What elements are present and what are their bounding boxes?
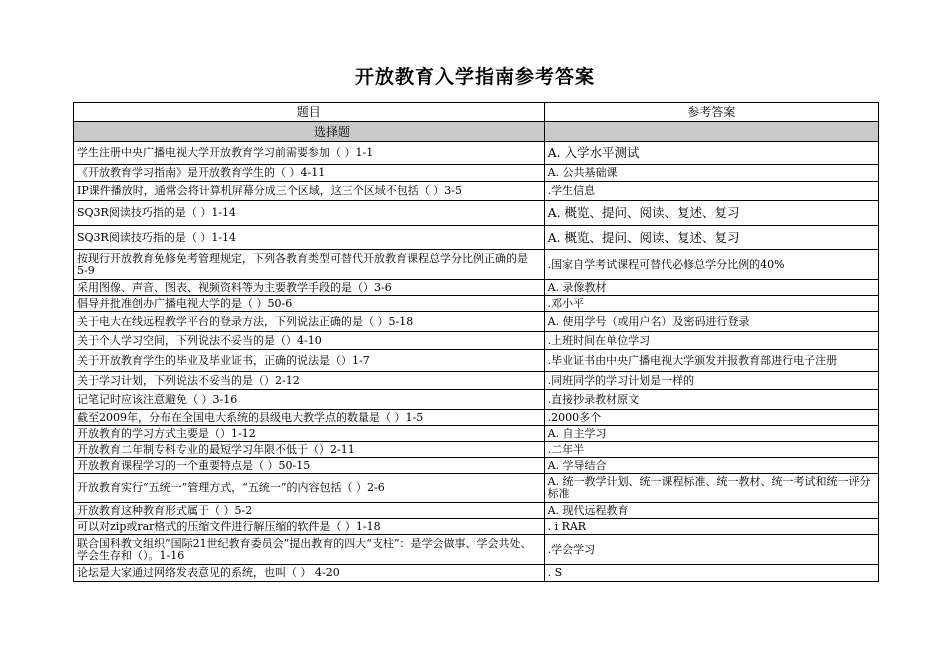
table-row <box>74 565 879 582</box>
table-row <box>74 332 879 350</box>
answer-cell: A. 现代远程教育 <box>544 503 878 519</box>
question-cell: 记笔记时应该注意避免（ ）3-16 <box>74 390 545 410</box>
table-row <box>74 535 879 565</box>
question-cell: 论坛是大家通过网络发表意见的系统，也叫（ ） 4-20 <box>74 565 545 582</box>
answer-cell: A. 学导结合 <box>544 458 878 474</box>
answer-cell: .直接抄录教材原文 <box>544 390 878 410</box>
table-row <box>74 503 879 519</box>
answer-cell: .学生信息 <box>544 182 878 201</box>
question-cell: 按现行开放教育免修免考管理规定，下列各教育类型可替代开放教育课程总学分比例正确的是 5-9 <box>74 250 545 280</box>
section-empty-cell <box>544 122 878 142</box>
table-row <box>74 519 879 535</box>
answer-cell: .国家自学考试课程可替代必修总学分比例的40% <box>544 250 878 280</box>
table-row <box>74 350 879 372</box>
answer-cell: A. 概览、提问、阅读、复述、复习 <box>544 226 878 250</box>
question-cell: 《开放教育学习指南》是开放教育学生的（ ）4-11 <box>74 165 545 182</box>
answer-cell: A. 使用学号（或用户名）及密码进行登录 <box>544 312 878 332</box>
question-cell: 开放教育的学习方式主要是（）1-12 <box>74 426 545 442</box>
answer-cell: A. 自主学习 <box>544 426 878 442</box>
header-question: 题目 <box>74 103 545 122</box>
answer-cell: .学会学习 <box>544 535 878 565</box>
question-cell: 开放教育二年制专科专业的最短学习年限不低于（）2-11 <box>74 442 545 458</box>
question-cell: 截至2009年，分布在全国电大系统的县级电大教学点的数量是（ ）1-5 <box>74 410 545 426</box>
table-row <box>74 372 879 390</box>
page-title: 开放教育入学指南参考答案 <box>354 66 595 88</box>
table-row <box>74 390 879 410</box>
table-row <box>74 250 879 280</box>
question-cell: 学生注册中央广播电视大学开放教育学习前需要参加（ ）1-1 <box>74 142 545 165</box>
section-row <box>74 122 879 142</box>
table-row <box>74 410 879 426</box>
question-cell: SQ3R阅读技巧指的是（ ）1-14 <box>74 201 545 226</box>
answer-cell: A. 公共基础课 <box>544 165 878 182</box>
table-row <box>74 474 879 503</box>
table-row <box>74 458 879 474</box>
answer-cell: .毕业证书由中央广播电视大学颁发并报教育部进行电子注册 <box>544 350 878 372</box>
table-row <box>74 426 879 442</box>
table-row <box>74 201 879 226</box>
question-cell: 可以对zip或rar格式的压缩文件进行解压缩的软件是（ ）1-18 <box>74 519 545 535</box>
question-cell: 倡导并批准创办广播电视大学的是（ ）50-6 <box>74 296 545 312</box>
answer-cell: . S <box>544 565 878 582</box>
table-header-row <box>74 103 879 122</box>
header-answer: 参考答案 <box>544 103 878 122</box>
question-cell: 开放教育这种教育形式属于（ ）5-2 <box>74 503 545 519</box>
answer-table <box>73 102 879 582</box>
answer-cell: . i RAR <box>544 519 878 535</box>
answer-cell: .邓小平 <box>544 296 878 312</box>
question-cell: SQ3R阅读技巧指的是（ ）1-14 <box>74 226 545 250</box>
answer-cell: A. 统一教学计划、统一课程标准、统一教材、统一考试和统一评分标准 <box>544 474 878 503</box>
answer-cell: A. 入学水平测试 <box>544 142 878 165</box>
answer-cell: .同班同学的学习计划是一样的 <box>544 372 878 390</box>
table-row <box>74 296 879 312</box>
table-row <box>74 142 879 165</box>
question-cell: 开放教育实行“五统一”管理方式，“五统一”的内容包括（ ）2-6 <box>74 474 545 503</box>
answer-cell: .二年半 <box>544 442 878 458</box>
answer-cell: A. 概览、提问、阅读、复述、复习 <box>544 201 878 226</box>
answer-cell: .2000多个 <box>544 410 878 426</box>
question-cell: 联合国科教文组织“国际21世纪教育委员会”提出教育的四大“支柱”：是学会做事、学会共处、学会生存和（）。1-16 <box>74 535 545 565</box>
question-cell: IP课件播放时，通常会将计算机屏幕分成三个区域，这三个区域不包括（ ）3-5 <box>74 182 545 201</box>
answer-cell: A. 录像教材 <box>544 280 878 296</box>
question-cell: 关于学习计划，下列说法不妥当的是（）2-12 <box>74 372 545 390</box>
section-label: 选择题 <box>74 122 545 142</box>
answer-cell: .上班时间在单位学习 <box>544 332 878 350</box>
table-row <box>74 280 879 296</box>
question-cell: 关于开放教育学生的毕业及毕业证书，正确的说法是（）1-7 <box>74 350 545 372</box>
table-row <box>74 442 879 458</box>
question-cell: 关于个人学习空间，下列说法不妥当的是（）4-10 <box>74 332 545 350</box>
table-row <box>74 226 879 250</box>
question-cell: 采用图像、声音、图表、视频资料等为主要教学手段的是（）3-6 <box>74 280 545 296</box>
table-row <box>74 182 879 201</box>
question-cell: 关于电大在线远程教学平台的登录方法，下列说法正确的是（ ）5-18 <box>74 312 545 332</box>
table-row <box>74 312 879 332</box>
table-row <box>74 165 879 182</box>
question-cell: 开放教育课程学习的一个重要特点是（ ）50-15 <box>74 458 545 474</box>
